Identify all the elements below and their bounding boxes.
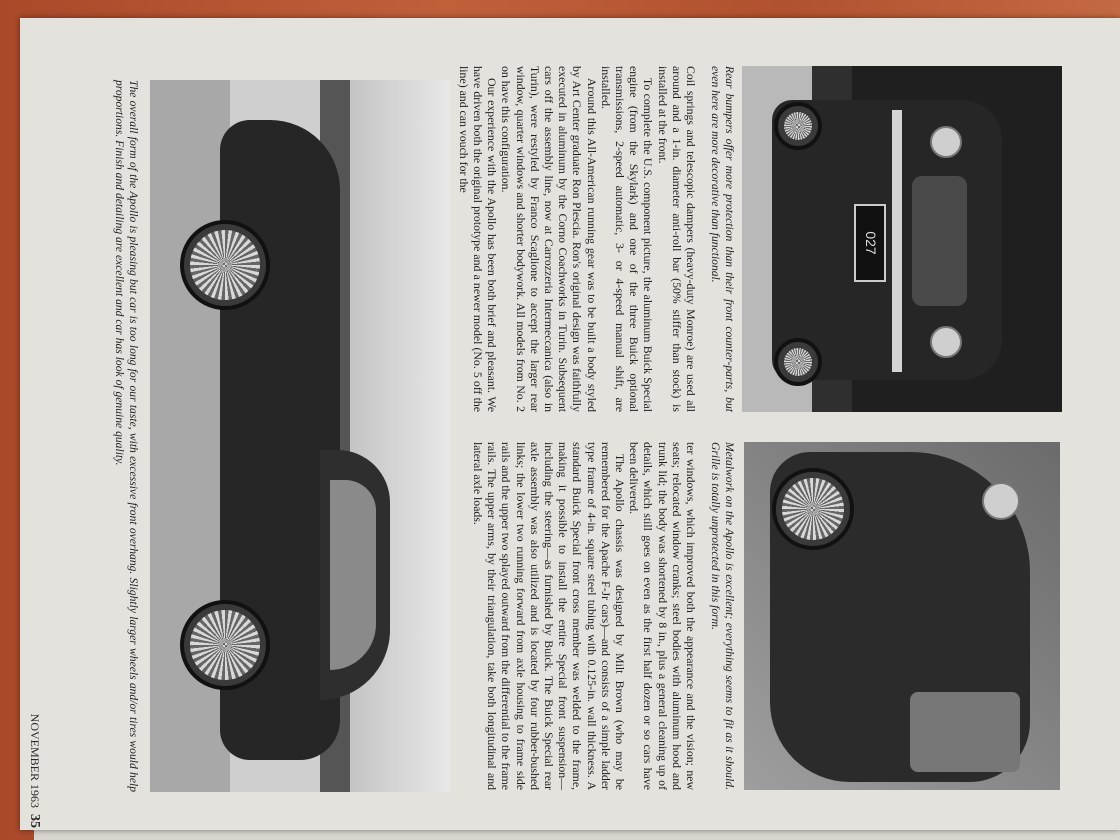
photo-front-grille	[912, 176, 967, 306]
photo-front-tire-left	[774, 102, 822, 150]
caption-overall-form: The overall form of the Apollo is pleasing but car is too long for our taste, with excessive front overhang. Slightly larger wheels and/or tires would help proportions. Finish and detailing are excellent and car has look of genuine quality.	[113, 80, 140, 792]
body-paragraph: Coil springs and telescopic dampers (heavy-duty Monroe) are used all around and a 1-in. diameter anti-roll bar (50% stiffer than stock) is installed at the front.	[655, 66, 698, 412]
photo-metalwork-window	[910, 692, 1020, 772]
photo-front-tire-right	[774, 338, 822, 386]
body-paragraph: The Apollo chassis was designed by Milt Brown (who may be remembered for the Apache F-Jr cars)—and consists of a simple ladder type frame of 4-in. square steel tubing with 0.125-in. wall thickness. A standard Buick Special front cross member was welded to the frame, making it possible to install the entire Special front suspension—including the steering—as furnished by Buick. The Buick Special rear axle assembly was also utilized and is located by four rubber-bushed links; the lower two running forward from axle housing to frame side rails and the upper two splayed outward from the differential to the frame rails. The upper arms, by their triangulation, take both longitudinal and lateral axle loads.	[470, 442, 627, 790]
photo-metalwork-headlight	[982, 482, 1020, 520]
photo-front-bumper	[892, 110, 902, 372]
photo-front-headlight-right	[930, 326, 962, 358]
photo-metalwork-wheel	[772, 468, 854, 550]
body-paragraph: Our experience with the Apollo has been both brief and pleasant. We have driven both the original prototype and a newer model (No. 5 off the line) and can vouch for the	[456, 66, 500, 412]
caption-metalwork: Metalwork on the Apollo is excellent; everything seems to fit as it should. Grille is totally unprotected in this form.	[709, 442, 736, 790]
folio-page-number: 35	[27, 814, 42, 828]
body-paragraph: To complete the U.S. component picture, the aluminum Buick Special engine (from the Skylark) and one of the three Buick optional transmissions, 2-speed automatic, 3- or 4-speed manual shift, are installed.	[598, 66, 656, 412]
caption-rear-bumpers: Rear bumpers offer more protection than their front counter-parts, but even here are more decorative than functional.	[709, 66, 736, 412]
photo-apollo-profile	[150, 80, 450, 792]
photo-apollo-front	[742, 66, 1062, 412]
body-paragraph: ter windows, which improved both the appearance and the vision; new seats; relocated window cranks; steel bodies with aluminum hood and trunk lid; the body was shortened by 8 in., plus a general cleaning up of details, which still goes on even as the first half dozen or so cars have been delivered.	[627, 442, 698, 790]
body-column-right	[457, 66, 698, 412]
photo-profile-front-wheel	[180, 220, 270, 310]
photo-profile-rear-wheel	[180, 600, 270, 690]
photo-front-license-plate	[854, 204, 886, 282]
plate-number: 027	[863, 231, 879, 255]
photo-profile-side-window	[330, 480, 376, 670]
body-paragraph: Around this All-American running gear was to be built a body styled by Art Center graduate Ron Plescia. Ron's original design was faithfully executed in aluminum by the Corno Coachworks in Turin. Subsequent cars off the assembly line, now at Carrozzeria Intermeccanica (also in Turin), were restyled by Franco Scaglione to accept the larger rear window, quarter windows and shorter bodywork. All models from No. 2 on have this configuration.	[499, 66, 599, 412]
body-column-left	[471, 442, 698, 790]
folio-month: NOVEMBER 1963	[28, 713, 42, 808]
photo-front-headlight-left	[930, 126, 962, 158]
rotated-page-content	[10, 42, 1090, 832]
page-folio	[26, 668, 42, 828]
photo-apollo-metalwork	[744, 442, 1060, 790]
